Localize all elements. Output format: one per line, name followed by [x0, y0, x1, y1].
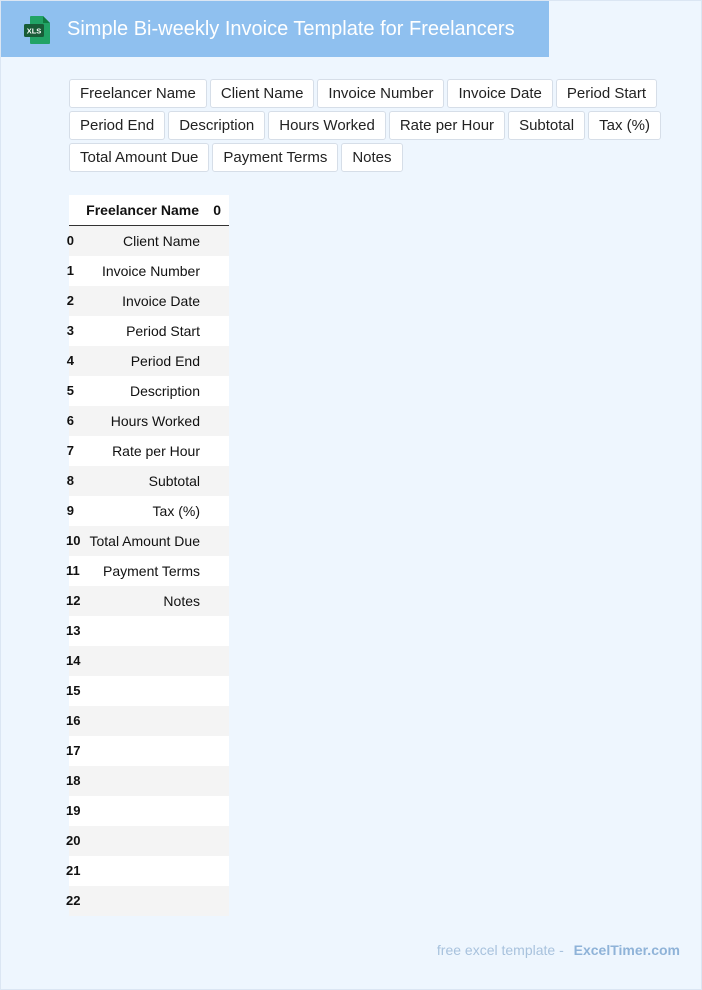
row-value: Rate per Hour: [112, 443, 200, 459]
row-index: 3: [66, 323, 74, 338]
table-row: [66, 736, 229, 766]
data-table: [66, 195, 229, 916]
field-chip[interactable]: Period End: [69, 111, 165, 140]
row-index: 19: [66, 803, 81, 818]
row-index: 7: [66, 443, 74, 458]
row-index: 9: [66, 503, 74, 518]
row-value: Invoice Date: [122, 293, 200, 309]
table-row: [66, 886, 229, 916]
row-value: Invoice Number: [101, 263, 200, 279]
svg-text:XLS: XLS: [26, 26, 42, 36]
row-index: 0: [66, 233, 74, 248]
table-row: [66, 406, 229, 436]
row-value: Client Name: [122, 233, 200, 249]
table-row: [66, 466, 229, 496]
title-bar: [1, 1, 549, 57]
table-row: [66, 556, 229, 586]
table-row: [66, 856, 229, 886]
row-index: 4: [66, 353, 74, 368]
field-chip[interactable]: Invoice Date: [447, 79, 552, 108]
row-index: 20: [66, 833, 81, 848]
row-index: 13: [66, 623, 81, 638]
field-chip[interactable]: Period Start: [556, 79, 657, 108]
row-value: Subtotal: [148, 473, 200, 489]
table-row: [66, 766, 229, 796]
table-row: [66, 436, 229, 466]
table-row: [66, 796, 229, 826]
table-body: [66, 226, 229, 916]
row-index: 1: [66, 263, 74, 278]
field-chip[interactable]: Description: [168, 111, 265, 140]
row-index: 15: [66, 683, 81, 698]
field-chip[interactable]: Total Amount Due: [69, 143, 209, 172]
row-value: Period End: [130, 353, 200, 369]
table-row: [66, 676, 229, 706]
field-chip[interactable]: Payment Terms: [212, 143, 338, 172]
row-index: 18: [66, 773, 81, 788]
table-row: [66, 526, 229, 556]
row-index: 16: [66, 713, 81, 728]
row-index: 11: [66, 563, 80, 578]
row-index: 12: [66, 593, 81, 608]
row-value: Total Amount Due: [89, 533, 200, 549]
table-row: [66, 286, 229, 316]
footer-text: free excel template -: [436, 942, 564, 958]
row-index: 10: [66, 533, 81, 548]
field-chip[interactable]: Subtotal: [508, 111, 585, 140]
row-index: 8: [66, 473, 74, 488]
table-row: [66, 226, 229, 256]
row-value: Description: [129, 383, 200, 399]
row-index: 6: [66, 413, 74, 428]
table-row: [66, 826, 229, 856]
row-index: 2: [66, 293, 74, 308]
field-chip[interactable]: Client Name: [210, 79, 315, 108]
field-chip[interactable]: Hours Worked: [268, 111, 386, 140]
page-title: Simple Bi-weekly Invoice Template for Freelancers: [67, 18, 515, 40]
row-value: Period Start: [126, 323, 200, 339]
table-row: [66, 586, 229, 616]
table-row: [66, 256, 229, 286]
excel-file-icon: [23, 15, 51, 45]
row-index: 5: [66, 383, 74, 398]
row-index: 14: [66, 653, 81, 668]
footer: [437, 941, 680, 959]
row-value: Tax (%): [152, 503, 200, 519]
table-row: [66, 376, 229, 406]
row-value: Payment Terms: [103, 563, 200, 579]
field-chip[interactable]: Rate per Hour: [389, 111, 505, 140]
row-index: 17: [66, 743, 81, 758]
row-value: Notes: [163, 593, 200, 609]
table-row: [66, 496, 229, 526]
field-chip[interactable]: Notes: [341, 143, 402, 172]
column-header-field: Freelancer Name: [86, 202, 199, 218]
table-header: [69, 195, 229, 226]
column-header-value: 0: [213, 202, 221, 218]
table-row: [66, 616, 229, 646]
table-row: [66, 346, 229, 376]
field-chip-list: [69, 79, 669, 172]
row-index: 21: [66, 863, 81, 878]
field-chip[interactable]: Freelancer Name: [69, 79, 207, 108]
field-chip[interactable]: Invoice Number: [317, 79, 444, 108]
table-row: [66, 706, 229, 736]
field-chip[interactable]: Tax (%): [588, 111, 661, 140]
footer-brand-link[interactable]: ExcelTimer.com: [573, 942, 680, 958]
table-row: [66, 316, 229, 346]
row-value: Hours Worked: [110, 413, 200, 429]
row-index: 22: [66, 893, 81, 908]
table-row: [66, 646, 229, 676]
